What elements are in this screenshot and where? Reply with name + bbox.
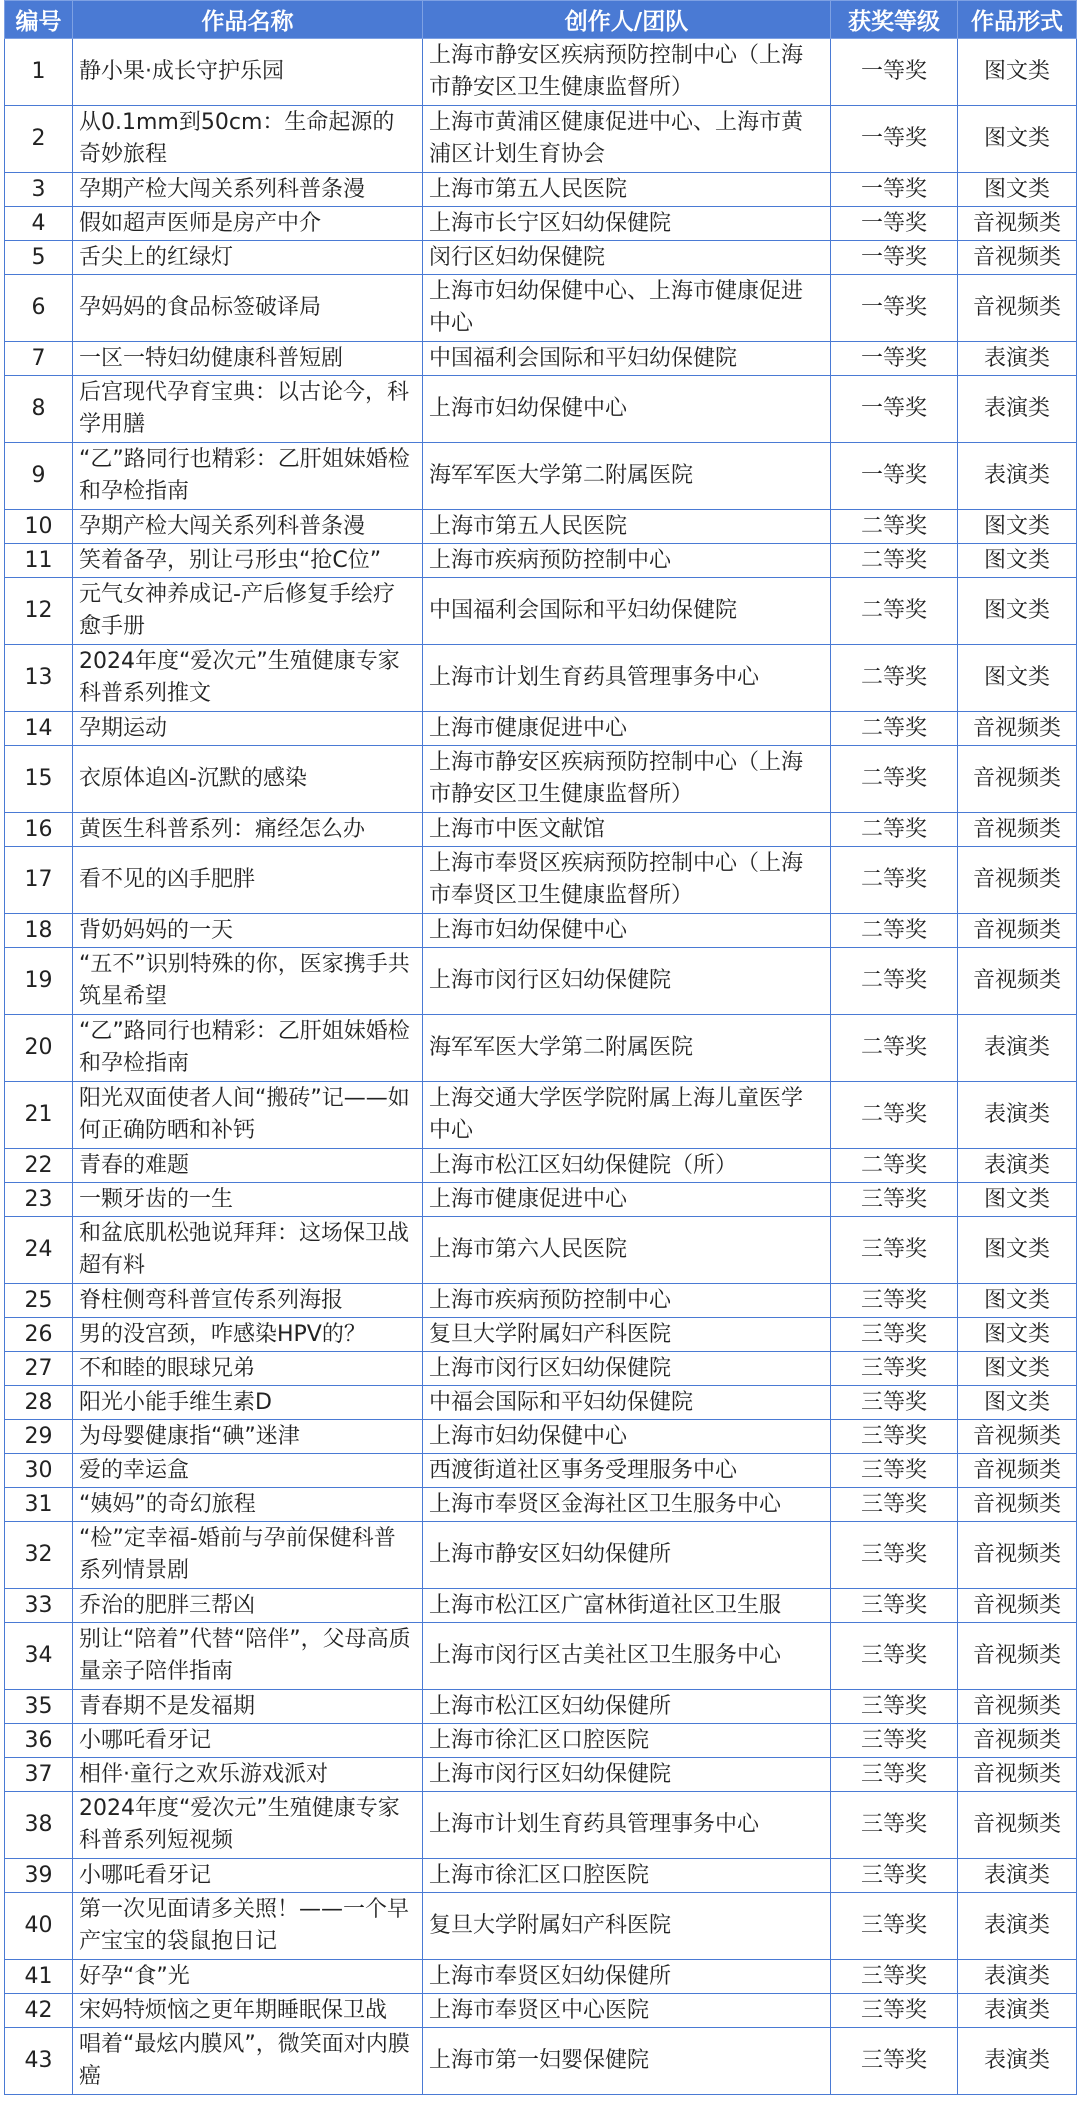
cell-title: 衣原体追凶-沉默的感染: [73, 746, 423, 813]
cell-team: 上海市健康促进中心: [423, 1183, 831, 1217]
cell-number: 6: [5, 275, 73, 342]
cell-team: 海军军医大学第二附属医院: [423, 443, 831, 510]
cell-title: 黄医生科普系列：痛经怎么办: [73, 813, 423, 847]
cell-grade: 一等奖: [831, 207, 958, 241]
cell-form: 音视频类: [958, 746, 1077, 813]
cell-grade: 三等奖: [831, 1724, 958, 1758]
cell-grade: 三等奖: [831, 1522, 958, 1589]
cell-grade: 三等奖: [831, 1183, 958, 1217]
cell-team: 上海市第一妇婴保健院: [423, 2028, 831, 2095]
table-row: [5, 645, 1077, 712]
cell-number: 31: [5, 1488, 73, 1522]
cell-grade: 二等奖: [831, 813, 958, 847]
cell-grade: 一等奖: [831, 39, 958, 106]
table-row: [5, 847, 1077, 914]
cell-number: 26: [5, 1318, 73, 1352]
cell-title: “姨妈”的奇幻旅程: [73, 1488, 423, 1522]
cell-form: 图文类: [958, 510, 1077, 544]
awards-table: [4, 0, 1077, 2095]
cell-grade: 二等奖: [831, 712, 958, 746]
cell-form: 音视频类: [958, 207, 1077, 241]
cell-grade: 二等奖: [831, 1015, 958, 1082]
cell-grade: 三等奖: [831, 1454, 958, 1488]
cell-number: 12: [5, 578, 73, 645]
cell-number: 10: [5, 510, 73, 544]
cell-form: 图文类: [958, 578, 1077, 645]
cell-team: 上海市松江区妇幼保健所: [423, 1690, 831, 1724]
table-row: [5, 948, 1077, 1015]
cell-form: 表演类: [958, 1960, 1077, 1994]
cell-grade: 三等奖: [831, 1318, 958, 1352]
cell-grade: 二等奖: [831, 746, 958, 813]
cell-grade: 二等奖: [831, 1149, 958, 1183]
table-row: [5, 1454, 1077, 1488]
cell-number: 28: [5, 1386, 73, 1420]
cell-grade: 三等奖: [831, 1217, 958, 1284]
cell-title: 孕期产检大闯关系列科普条漫: [73, 173, 423, 207]
cell-form: 表演类: [958, 2028, 1077, 2095]
cell-number: 1: [5, 39, 73, 106]
cell-title: 笑着备孕，别让弓形虫“抢C位”: [73, 544, 423, 578]
cell-title: 看不见的凶手肥胖: [73, 847, 423, 914]
cell-team: 上海市奉贤区金海社区卫生服务中心: [423, 1488, 831, 1522]
cell-number: 38: [5, 1792, 73, 1859]
cell-form: 音视频类: [958, 1792, 1077, 1859]
cell-title: 为母婴健康指“碘”迷津: [73, 1420, 423, 1454]
table-row: [5, 1386, 1077, 1420]
cell-grade: 一等奖: [831, 275, 958, 342]
cell-number: 18: [5, 914, 73, 948]
table-row: [5, 1488, 1077, 1522]
table-row: [5, 1352, 1077, 1386]
cell-form: 音视频类: [958, 813, 1077, 847]
cell-title: 2024年度“爱次元”生殖健康专家科普系列短视频: [73, 1792, 423, 1859]
cell-team: 上海市徐汇区口腔医院: [423, 1724, 831, 1758]
header-row: [5, 1, 1077, 39]
cell-form: 音视频类: [958, 847, 1077, 914]
cell-team: 上海市妇幼保健中心: [423, 376, 831, 443]
cell-grade: 三等奖: [831, 1859, 958, 1893]
cell-title: 一颗牙齿的一生: [73, 1183, 423, 1217]
cell-number: 17: [5, 847, 73, 914]
cell-title: 假如超声医师是房产中介: [73, 207, 423, 241]
cell-grade: 二等奖: [831, 645, 958, 712]
cell-form: 图文类: [958, 1284, 1077, 1318]
cell-title: 一区一特妇幼健康科普短剧: [73, 342, 423, 376]
cell-team: 上海市长宁区妇幼保健院: [423, 207, 831, 241]
table-row: [5, 1522, 1077, 1589]
cell-grade: 三等奖: [831, 1352, 958, 1386]
table-row: [5, 1994, 1077, 2028]
cell-form: 表演类: [958, 1082, 1077, 1149]
cell-team: 上海市奉贤区妇幼保健所: [423, 1960, 831, 1994]
table-row: [5, 1183, 1077, 1217]
cell-team: 上海市静安区疾病预防控制中心（上海市静安区卫生健康监督所）: [423, 39, 831, 106]
cell-team: 上海市黄浦区健康促进中心、上海市黄浦区计划生育协会: [423, 106, 831, 173]
table-body: [5, 39, 1077, 2095]
cell-title: 孕妈妈的食品标签破译局: [73, 275, 423, 342]
cell-team: 上海市妇幼保健中心、上海市健康促进中心: [423, 275, 831, 342]
cell-number: 36: [5, 1724, 73, 1758]
cell-title: 孕期运动: [73, 712, 423, 746]
cell-team: 上海市松江区妇幼保健院（所）: [423, 1149, 831, 1183]
table-row: [5, 1724, 1077, 1758]
table-row: [5, 1217, 1077, 1284]
cell-grade: 一等奖: [831, 241, 958, 275]
cell-title: 青春期不是发福期: [73, 1690, 423, 1724]
cell-form: 图文类: [958, 1217, 1077, 1284]
cell-form: 音视频类: [958, 1522, 1077, 1589]
cell-team: 中国福利会国际和平妇幼保健院: [423, 342, 831, 376]
header-number: 编号: [5, 1, 73, 39]
cell-team: 上海市健康促进中心: [423, 712, 831, 746]
table-row: [5, 1082, 1077, 1149]
cell-grade: 三等奖: [831, 1488, 958, 1522]
cell-form: 图文类: [958, 1318, 1077, 1352]
cell-title: “乙”路同行也精彩：乙肝姐妹婚检和孕检指南: [73, 443, 423, 510]
cell-number: 7: [5, 342, 73, 376]
cell-grade: 三等奖: [831, 1758, 958, 1792]
cell-number: 43: [5, 2028, 73, 2095]
cell-number: 11: [5, 544, 73, 578]
cell-number: 41: [5, 1960, 73, 1994]
table-row: [5, 173, 1077, 207]
table-row: [5, 106, 1077, 173]
table-row: [5, 914, 1077, 948]
cell-number: 29: [5, 1420, 73, 1454]
cell-team: 闵行区妇幼保健院: [423, 241, 831, 275]
table-row: [5, 1149, 1077, 1183]
cell-team: 上海市徐汇区口腔医院: [423, 1859, 831, 1893]
cell-form: 图文类: [958, 1352, 1077, 1386]
cell-team: 海军军医大学第二附属医院: [423, 1015, 831, 1082]
cell-number: 22: [5, 1149, 73, 1183]
cell-team: 上海市静安区妇幼保健所: [423, 1522, 831, 1589]
table-row: [5, 1623, 1077, 1690]
cell-title: 元气女神养成记-产后修复手绘疗愈手册: [73, 578, 423, 645]
cell-grade: 三等奖: [831, 1994, 958, 2028]
cell-form: 音视频类: [958, 1488, 1077, 1522]
cell-number: 25: [5, 1284, 73, 1318]
cell-form: 音视频类: [958, 1623, 1077, 1690]
header-grade: 获奖等级: [831, 1, 958, 39]
cell-form: 表演类: [958, 1994, 1077, 2028]
cell-form: 音视频类: [958, 1690, 1077, 1724]
cell-title: 别让“陪着”代替“陪伴”，父母高质量亲子陪伴指南: [73, 1623, 423, 1690]
cell-team: 上海市妇幼保健中心: [423, 914, 831, 948]
cell-number: 21: [5, 1082, 73, 1149]
cell-form: 表演类: [958, 1149, 1077, 1183]
cell-team: 上海市计划生育药具管理事务中心: [423, 645, 831, 712]
cell-title: 脊柱侧弯科普宣传系列海报: [73, 1284, 423, 1318]
table-row: [5, 376, 1077, 443]
cell-grade: 一等奖: [831, 106, 958, 173]
cell-number: 32: [5, 1522, 73, 1589]
cell-title: 背奶妈妈的一天: [73, 914, 423, 948]
table-row: [5, 39, 1077, 106]
cell-team: 上海市第五人民医院: [423, 510, 831, 544]
cell-grade: 二等奖: [831, 914, 958, 948]
table-row: [5, 1859, 1077, 1893]
cell-number: 30: [5, 1454, 73, 1488]
table-row: [5, 1015, 1077, 1082]
cell-grade: 二等奖: [831, 510, 958, 544]
cell-form: 表演类: [958, 443, 1077, 510]
cell-form: 音视频类: [958, 241, 1077, 275]
header-team: 创作人/团队: [423, 1, 831, 39]
cell-form: 图文类: [958, 645, 1077, 712]
cell-team: 中国福利会国际和平妇幼保健院: [423, 578, 831, 645]
cell-title: 唱着“最炫内膜风”，微笑面对内膜癌: [73, 2028, 423, 2095]
cell-team: 上海市闵行区妇幼保健院: [423, 948, 831, 1015]
cell-form: 图文类: [958, 173, 1077, 207]
header-form: 作品形式: [958, 1, 1077, 39]
cell-grade: 二等奖: [831, 948, 958, 1015]
cell-form: 表演类: [958, 342, 1077, 376]
cell-form: 音视频类: [958, 914, 1077, 948]
cell-grade: 三等奖: [831, 1284, 958, 1318]
table-row: [5, 443, 1077, 510]
cell-form: 音视频类: [958, 275, 1077, 342]
cell-grade: 三等奖: [831, 1386, 958, 1420]
cell-title: 男的没宫颈，咋感染HPV的？: [73, 1318, 423, 1352]
cell-number: 4: [5, 207, 73, 241]
cell-team: 上海市妇幼保健中心: [423, 1420, 831, 1454]
table-row: [5, 1960, 1077, 1994]
cell-form: 音视频类: [958, 1724, 1077, 1758]
cell-number: 34: [5, 1623, 73, 1690]
cell-title: 静小果·成长守护乐园: [73, 39, 423, 106]
cell-form: 表演类: [958, 1859, 1077, 1893]
cell-team: 复旦大学附属妇产科医院: [423, 1893, 831, 1960]
cell-team: 上海市松江区广富林街道社区卫生服: [423, 1589, 831, 1623]
cell-form: 图文类: [958, 39, 1077, 106]
cell-title: 孕期产检大闯关系列科普条漫: [73, 510, 423, 544]
header-title: 作品名称: [73, 1, 423, 39]
cell-number: 35: [5, 1690, 73, 1724]
cell-team: 上海市计划生育药具管理事务中心: [423, 1792, 831, 1859]
cell-grade: 二等奖: [831, 544, 958, 578]
cell-grade: 二等奖: [831, 847, 958, 914]
cell-title: 小哪吒看牙记: [73, 1724, 423, 1758]
cell-title: 舌尖上的红绿灯: [73, 241, 423, 275]
table-row: [5, 746, 1077, 813]
cell-form: 图文类: [958, 544, 1077, 578]
cell-grade: 三等奖: [831, 1589, 958, 1623]
cell-title: “乙”路同行也精彩：乙肝姐妹婚检和孕检指南: [73, 1015, 423, 1082]
cell-title: 青春的难题: [73, 1149, 423, 1183]
cell-form: 音视频类: [958, 1420, 1077, 1454]
table-row: [5, 207, 1077, 241]
table-row: [5, 1318, 1077, 1352]
table-row: [5, 241, 1077, 275]
cell-number: 3: [5, 173, 73, 207]
cell-number: 33: [5, 1589, 73, 1623]
table-row: [5, 2028, 1077, 2095]
cell-number: 9: [5, 443, 73, 510]
cell-team: 上海市奉贤区疾病预防控制中心（上海市奉贤区卫生健康监督所）: [423, 847, 831, 914]
cell-number: 19: [5, 948, 73, 1015]
cell-grade: 一等奖: [831, 342, 958, 376]
table-row: [5, 1284, 1077, 1318]
cell-team: 上海市疾病预防控制中心: [423, 1284, 831, 1318]
cell-form: 音视频类: [958, 1454, 1077, 1488]
cell-number: 42: [5, 1994, 73, 2028]
cell-title: 2024年度“爱次元”生殖健康专家科普系列推文: [73, 645, 423, 712]
table-row: [5, 1690, 1077, 1724]
cell-grade: 二等奖: [831, 578, 958, 645]
cell-number: 37: [5, 1758, 73, 1792]
cell-number: 24: [5, 1217, 73, 1284]
cell-title: 和盆底肌松弛说拜拜：这场保卫战超有料: [73, 1217, 423, 1284]
cell-grade: 三等奖: [831, 1623, 958, 1690]
cell-grade: 三等奖: [831, 1420, 958, 1454]
cell-grade: 三等奖: [831, 1690, 958, 1724]
table-row: [5, 544, 1077, 578]
cell-team: 上海交通大学医学院附属上海儿童医学中心: [423, 1082, 831, 1149]
table-row: [5, 1893, 1077, 1960]
cell-form: 音视频类: [958, 712, 1077, 746]
cell-grade: 一等奖: [831, 443, 958, 510]
cell-team: 上海市中医文献馆: [423, 813, 831, 847]
cell-grade: 三等奖: [831, 2028, 958, 2095]
cell-title: 阳光双面使者人间“搬砖”记——如何正确防晒和补钙: [73, 1082, 423, 1149]
cell-team: 上海市奉贤区中心医院: [423, 1994, 831, 2028]
cell-grade: 一等奖: [831, 376, 958, 443]
table-row: [5, 510, 1077, 544]
table-row: [5, 342, 1077, 376]
cell-title: “五不”识别特殊的你，医家携手共筑星希望: [73, 948, 423, 1015]
cell-number: 2: [5, 106, 73, 173]
table-row: [5, 813, 1077, 847]
cell-team: 上海市闵行区妇幼保健院: [423, 1758, 831, 1792]
cell-team: 中福会国际和平妇幼保健院: [423, 1386, 831, 1420]
cell-form: 表演类: [958, 1015, 1077, 1082]
cell-title: 宋妈特烦恼之更年期睡眠保卫战: [73, 1994, 423, 2028]
cell-team: 上海市第六人民医院: [423, 1217, 831, 1284]
cell-form: 表演类: [958, 376, 1077, 443]
cell-number: 14: [5, 712, 73, 746]
cell-grade: 三等奖: [831, 1792, 958, 1859]
cell-form: 图文类: [958, 1386, 1077, 1420]
cell-title: 阳光小能手维生素D: [73, 1386, 423, 1420]
cell-form: 音视频类: [958, 1758, 1077, 1792]
cell-number: 5: [5, 241, 73, 275]
cell-number: 20: [5, 1015, 73, 1082]
cell-form: 音视频类: [958, 948, 1077, 1015]
cell-title: 不和睦的眼球兄弟: [73, 1352, 423, 1386]
cell-number: 39: [5, 1859, 73, 1893]
cell-number: 13: [5, 645, 73, 712]
cell-grade: 二等奖: [831, 1082, 958, 1149]
cell-title: 小哪吒看牙记: [73, 1859, 423, 1893]
cell-title: 从0.1mm到50cm：生命起源的奇妙旅程: [73, 106, 423, 173]
cell-title: 好孕“食”光: [73, 1960, 423, 1994]
cell-title: 爱的幸运盒: [73, 1454, 423, 1488]
cell-title: “检”定幸福-婚前与孕前保健科普系列情景剧: [73, 1522, 423, 1589]
cell-team: 上海市疾病预防控制中心: [423, 544, 831, 578]
cell-title: 后宫现代孕育宝典：以古论今，科学用膳: [73, 376, 423, 443]
cell-team: 复旦大学附属妇产科医院: [423, 1318, 831, 1352]
cell-number: 40: [5, 1893, 73, 1960]
cell-form: 图文类: [958, 1183, 1077, 1217]
cell-title: 第一次见面请多关照！——一个早产宝宝的袋鼠抱日记: [73, 1893, 423, 1960]
cell-number: 15: [5, 746, 73, 813]
cell-grade: 一等奖: [831, 173, 958, 207]
table-row: [5, 712, 1077, 746]
cell-team: 西渡街道社区事务受理服务中心: [423, 1454, 831, 1488]
table-row: [5, 1589, 1077, 1623]
cell-form: 图文类: [958, 106, 1077, 173]
cell-form: 音视频类: [958, 1589, 1077, 1623]
table-row: [5, 1792, 1077, 1859]
cell-team: 上海市第五人民医院: [423, 173, 831, 207]
cell-number: 27: [5, 1352, 73, 1386]
cell-grade: 三等奖: [831, 1960, 958, 1994]
table-row: [5, 1758, 1077, 1792]
table-row: [5, 275, 1077, 342]
awards-table-container: [4, 0, 1076, 2095]
cell-title: 乔治的肥胖三帮凶: [73, 1589, 423, 1623]
cell-number: 23: [5, 1183, 73, 1217]
cell-team: 上海市静安区疾病预防控制中心（上海市静安区卫生健康监督所）: [423, 746, 831, 813]
cell-title: 相伴·童行之欢乐游戏派对: [73, 1758, 423, 1792]
cell-team: 上海市闵行区妇幼保健院: [423, 1352, 831, 1386]
cell-team: 上海市闵行区古美社区卫生服务中心: [423, 1623, 831, 1690]
table-row: [5, 578, 1077, 645]
cell-number: 8: [5, 376, 73, 443]
cell-number: 16: [5, 813, 73, 847]
table-row: [5, 1420, 1077, 1454]
cell-grade: 三等奖: [831, 1893, 958, 1960]
cell-form: 表演类: [958, 1893, 1077, 1960]
